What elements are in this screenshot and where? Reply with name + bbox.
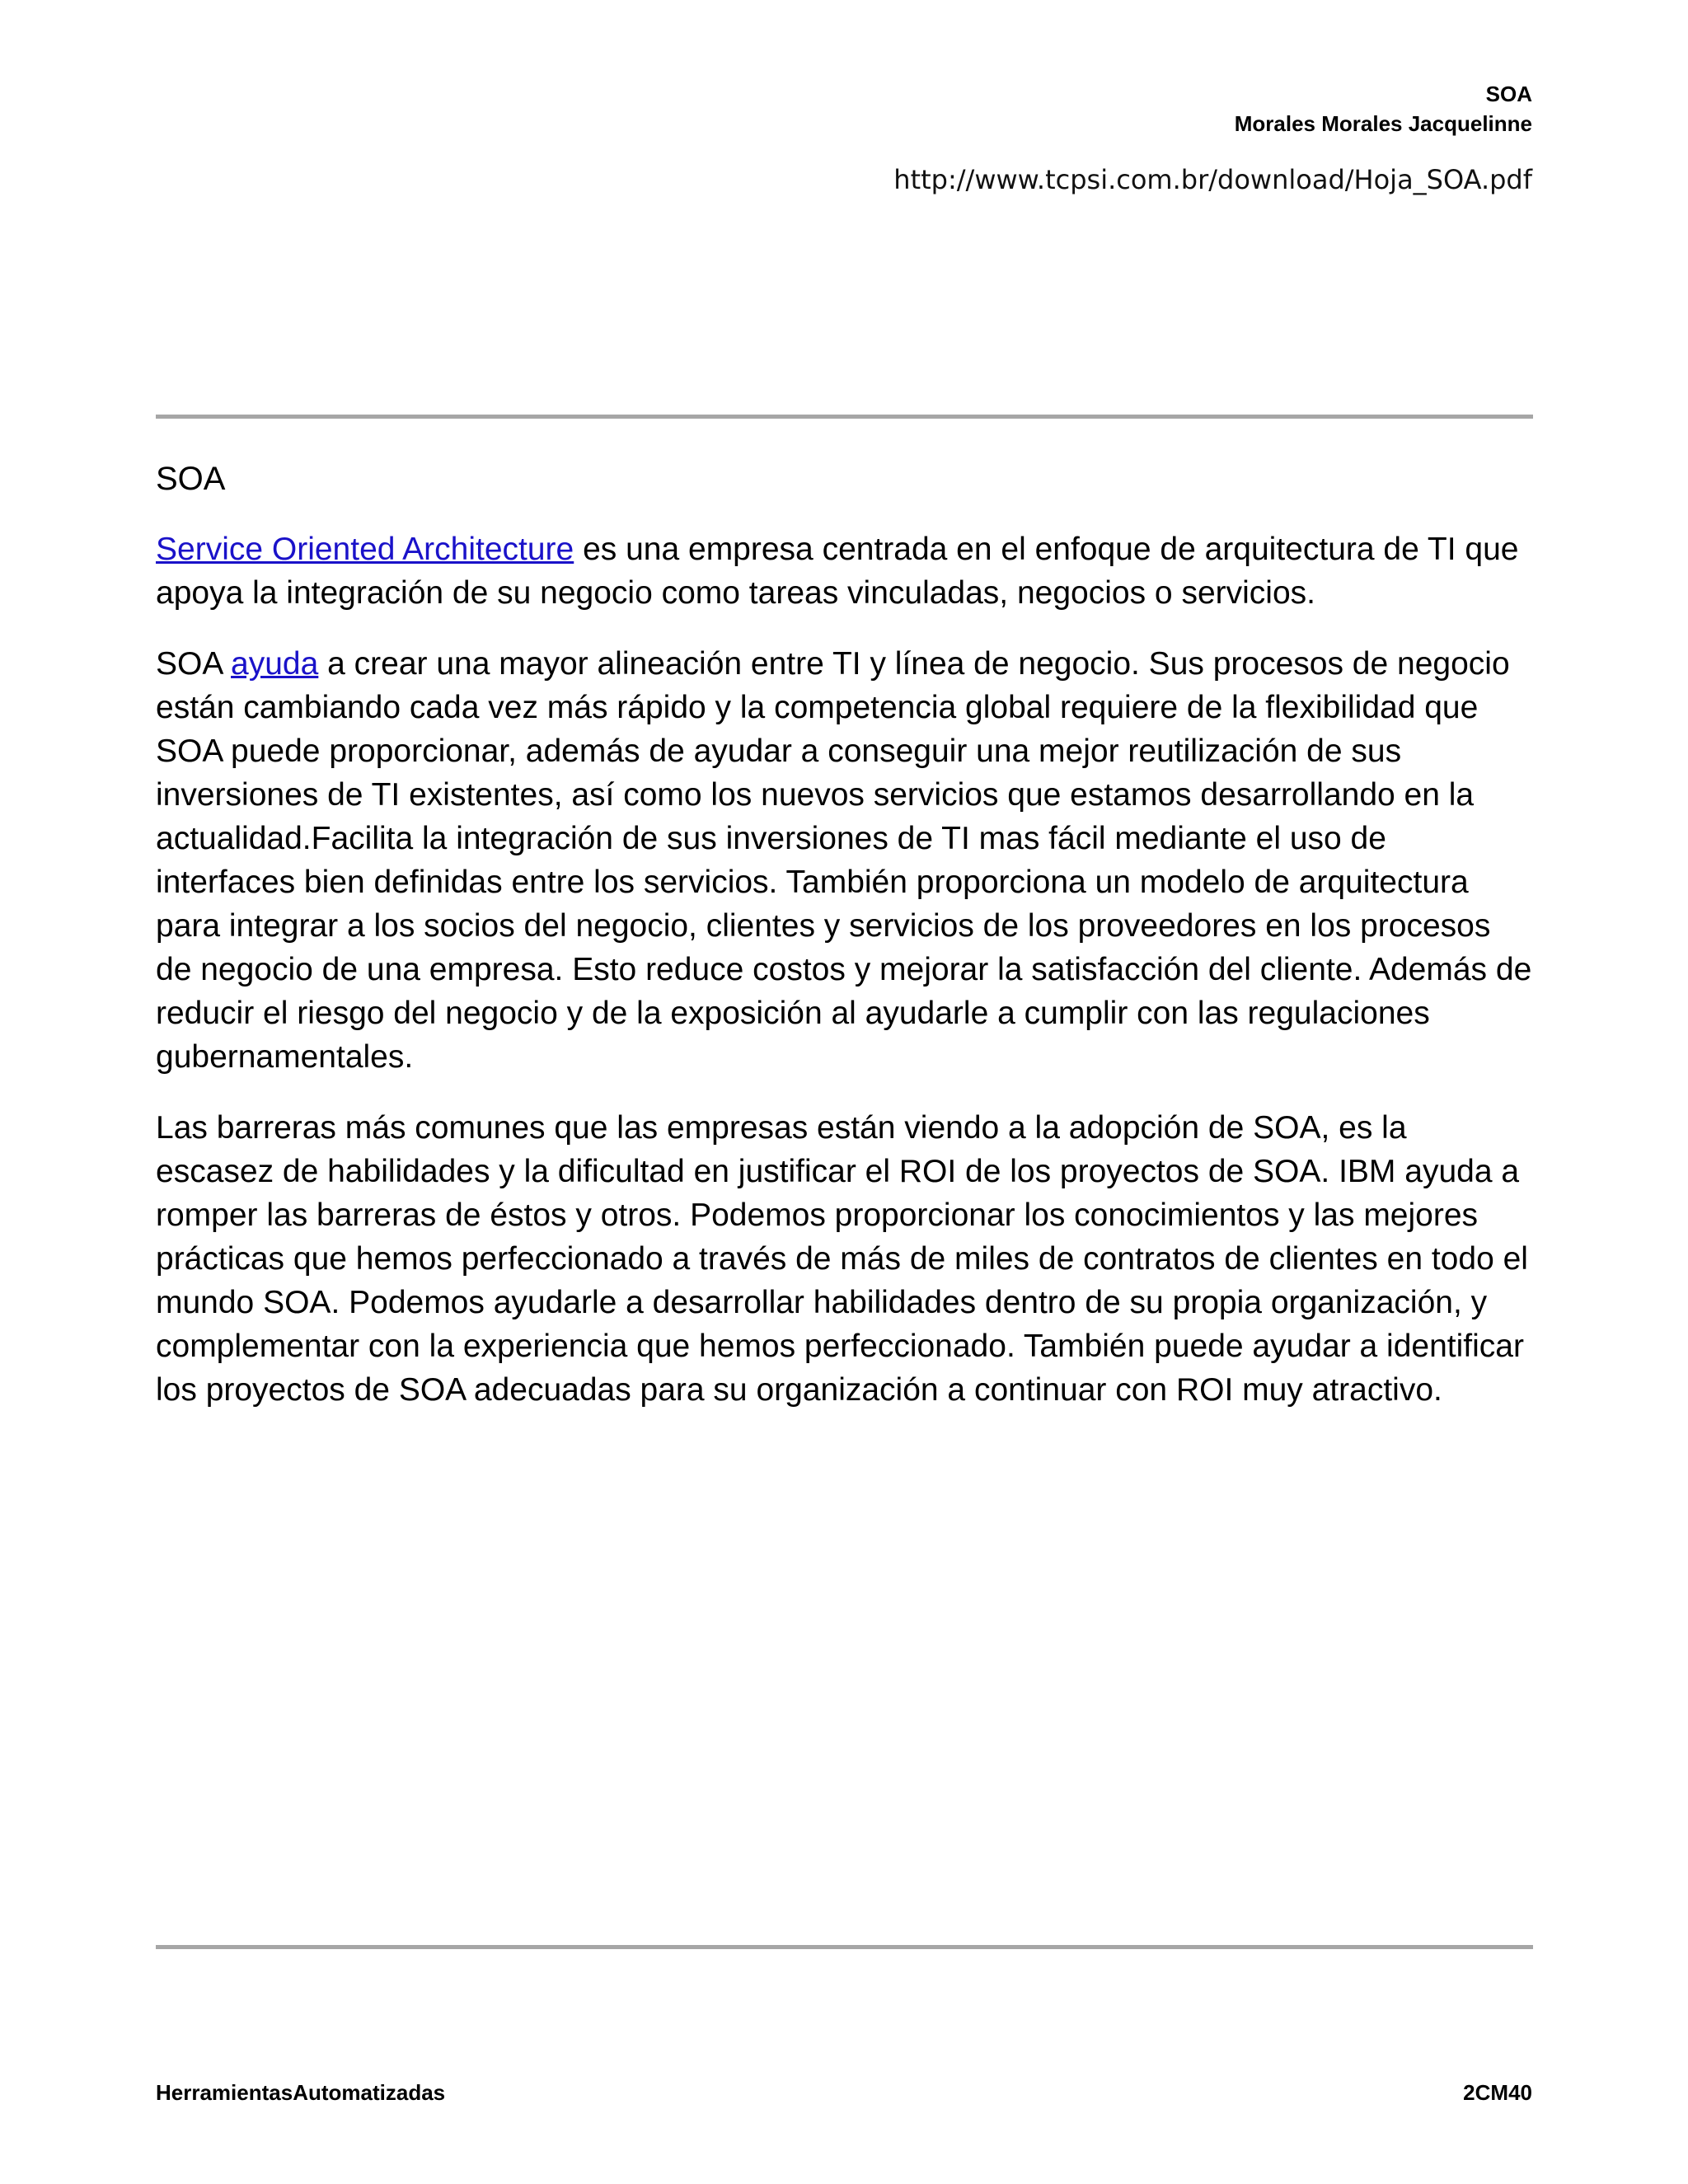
paragraph-2 [156, 642, 1533, 1079]
service-oriented-architecture-link[interactable]: Service Oriented Architecture [156, 532, 574, 567]
header-divider [156, 415, 1533, 419]
footer-divider [156, 1945, 1533, 1949]
ayuda-link[interactable]: ayuda [231, 646, 319, 682]
section-heading: SOA [156, 461, 226, 497]
footer-group: 2CM40 [1463, 2080, 1532, 2105]
header-title: SOA [1485, 82, 1532, 106]
paragraph-1 [156, 527, 1533, 615]
header-author: Morales Morales Jacquelinne [1234, 111, 1532, 136]
paragraph-2-text: a crear una mayor alineación entre TI y línea de negocio. Sus procesos de negocio están cambiando cada vez más rápido y la competencia global requiere de la flexibilidad que SOA puede proporcionar, además de ayudar a conseguir una mejor reutilización de sus inversiones de TI existentes, así como los nuevos servicios que estamos desarrollando en la actualidad.Facilita la integración de sus inversiones de TI mas fácil mediante el uso de interfaces bien definidas entre los servicios. También proporciona un modelo de arquitectura para integrar a los socios del negocio, clientes y servicios de los proveedores en los procesos de negocio de una empresa. Esto reduce costos y mejorar la satisfacción del cliente. Además de reducir el riesgo del negocio y de la exposición al ayudarle a cumplir con las regulaciones gubernamentales. [156, 646, 1532, 1075]
header-url: http://www.tcpsi.com.br/download/Hoja_SOA.pdf [893, 164, 1532, 195]
paragraph-1-text: es una empresa centrada en el enfoque de arquitectura de TI que apoya la integración de su negocio como tareas vinculadas, negocios o servicios. [156, 532, 1519, 611]
footer-course: HerramientasAutomatizadas [156, 2080, 446, 2105]
paragraph-2-prefix: SOA [156, 646, 232, 682]
main-content [156, 457, 1533, 1439]
page-header [1235, 79, 1532, 138]
paragraph-3: Las barreras más comunes que las empresas están viendo a la adopción de SOA, es la escasez de habilidades y la dificultad en justificar el ROI de los proyectos de SOA. IBM ayuda a romper las barreras de éstos y otros. Podemos proporcionar los conocimientos y las mejores prácticas que hemos perfeccionado a través de más de miles de contratos de clientes en todo el mundo SOA. Podemos ayudarle a desarrollar habilidades dentro de su propia organización, y complementar con la experiencia que hemos perfeccionado. También puede ayudar a identificar los proyectos de SOA adecuadas para su organización a continuar con ROI muy atractivo. [156, 1110, 1528, 1408]
